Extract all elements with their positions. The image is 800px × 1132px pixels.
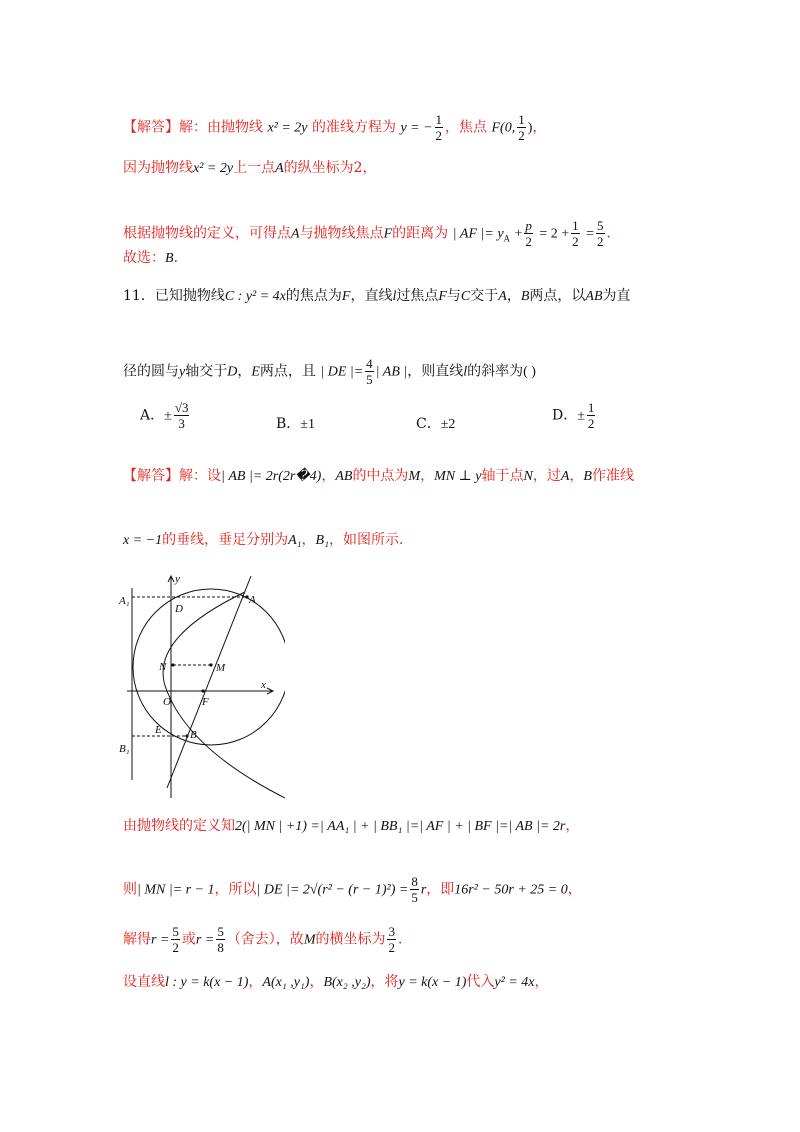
solution-11-line-2: x = −1的垂线，垂足分别为A₁，B₁，如图所示． (123, 532, 413, 548)
option-d[interactable]: D．± $\frac{1}{2}$ (552, 400, 595, 431)
parabola-curve (163, 592, 285, 798)
label-d: D (175, 603, 183, 615)
solution-10-line-2: 因为抛物线x² = 2y上一点A的纵坐标为2， (123, 160, 377, 176)
label-b1: B₁ (119, 743, 130, 755)
solution-11-line-4: 则| MN |= r − 1，所以| DE |= 2√(r² − (r − 1)²) = $\frac{8}{5}$ r，即16r² − 50r + 25 = 0， (123, 874, 582, 905)
geometry-figure (115, 570, 285, 800)
solution-11-line-1: 【解答】解：设| AB |= 2r(2r�4)，AB的中点为M，MN ⊥ y轴于点N，过A，B作准线 (123, 468, 634, 484)
label-o: O (163, 696, 171, 708)
label-a1: A₁ (119, 595, 130, 607)
label-b: B (190, 729, 197, 741)
question-11-line-2: 径的圆与y轴交于D，E两点，且 | DE |= $\frac{4}{5}$ | AB |，则直线l的斜率为( ) (123, 356, 536, 387)
option-a[interactable]: A．± $\frac{√3}{3}$ (140, 400, 189, 431)
solution-11-line-3: 由抛物线的定义知2(| MN | +1) =| AA₁ | + | BB₁ |=| AF | + | BF |=| AB |= 2r， (123, 818, 580, 834)
solution-11-line-6: 设直线l : y = k(x − 1)，A(x₁ ,y₁)，B(x₂ ,y₂)，将y = k(x − 1)代入y² = 4x， (123, 974, 549, 990)
label-a: A (249, 594, 256, 606)
label-x: x (261, 679, 266, 691)
solution-10-line-3: 根据抛物线的定义，可得点A与抛物线焦点F的距离为 | AF |= $y_A$ + $\frac{p}{2}$ = 2 + $\frac{1}{2}$ = $\frac{5}{2}$ ． (123, 218, 621, 249)
label-f: F (202, 696, 209, 708)
solution-10-conclusion: 故选：B． (123, 250, 188, 266)
fraction-half: $\frac{1}{2}$ (435, 112, 443, 143)
point-f (201, 689, 204, 692)
point-n (171, 663, 174, 666)
option-b[interactable]: B．±1 (276, 416, 315, 432)
label-m: M (216, 662, 226, 674)
question-11-line-1: 11．已知抛物线C : y² = 4x的焦点为F，直线l过焦点F与C交于A，B两点，以AB为直 (123, 288, 631, 304)
label-e: E (155, 724, 162, 736)
option-c[interactable]: C．±2 (416, 416, 456, 432)
point-b (185, 734, 188, 737)
parabola-equation: x² = 2y (267, 120, 308, 136)
solution-11-line-5: 解得r = $\frac{5}{2}$ 或r = $\frac{5}{8}$ （舍去），故M的横坐标为 $\frac{3}{2}$ ． (123, 924, 412, 955)
label-n: N (159, 661, 167, 673)
focus-point: F(0, (491, 120, 516, 136)
point-m (209, 663, 212, 666)
solution-10-line-1: 【解答】解：由抛物线 x² = 2y 的准线方程为 y = − $\frac{1}{2}$ ，焦点 F(0, $\frac{1}{2}$ )， (123, 112, 547, 143)
answer-tag: 【解答】 (123, 119, 179, 136)
label-y: y (175, 573, 180, 585)
